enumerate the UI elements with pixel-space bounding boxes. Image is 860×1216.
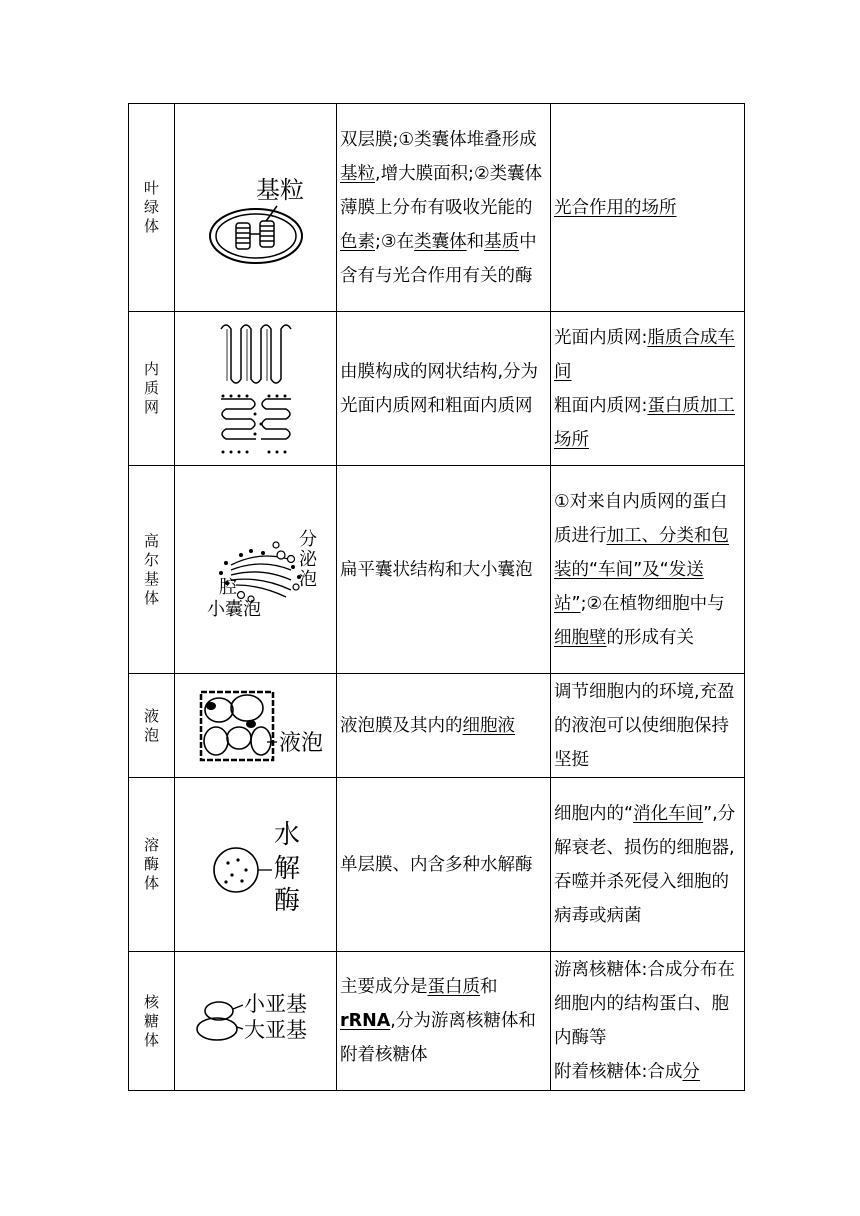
- lysosome-figure: [175, 778, 337, 952]
- golgi-figure: [175, 466, 337, 674]
- name-char: 体: [143, 874, 159, 892]
- text-underlined: 光合作用的场所: [554, 197, 677, 218]
- er-diagram: [211, 319, 301, 459]
- structure-cell: [337, 466, 551, 674]
- text-underlined: 分: [682, 1062, 700, 1082]
- structure-cell: [337, 312, 551, 466]
- table-row: [129, 952, 745, 1091]
- name-char: 体: [143, 217, 159, 235]
- text: 扁平囊状结构和大小囊泡: [340, 559, 533, 580]
- golgi-diagram: [181, 515, 331, 625]
- name-char: 绿: [143, 198, 159, 216]
- name-char: 叶: [143, 179, 159, 197]
- figure-label: 解: [273, 853, 300, 884]
- text-underlined: 脂质合成车间: [554, 327, 735, 382]
- name-char: 尔: [143, 550, 159, 569]
- function-cell: [551, 312, 745, 466]
- figure-label: 小囊泡: [206, 598, 261, 620]
- figure-label-large-subunit: 大亚基: [243, 1018, 307, 1042]
- structure-cell: [337, 778, 551, 952]
- name-char: 体: [143, 1030, 159, 1049]
- figure-label: 酶: [273, 885, 300, 915]
- organelle-name-chloroplast: [129, 104, 175, 312]
- organelle-name-lysosome: [129, 778, 175, 952]
- text-underlined: 基质: [484, 231, 520, 252]
- structure-cell: [337, 104, 551, 312]
- text: 光面内质网:: [554, 327, 648, 348]
- table-row: [129, 466, 745, 674]
- organelle-name-vacuole: [129, 674, 175, 778]
- text: ①对来自内质网的蛋白质进行: [554, 491, 728, 546]
- figure-label: 分: [298, 528, 317, 550]
- text: 和: [466, 231, 485, 252]
- text: 附着核糖体:合成: [554, 1062, 683, 1082]
- structure-cell: [337, 674, 551, 778]
- text: ;③在: [375, 231, 415, 252]
- organelle-name-golgi: [129, 466, 175, 674]
- name-char: 高: [143, 531, 159, 550]
- organelle-name-ribosome: [129, 952, 175, 1091]
- name-char: 基: [143, 569, 159, 588]
- text-underlined: 消化车间: [633, 803, 704, 824]
- figure-label: 泡: [298, 568, 317, 590]
- figure-label: 泌: [298, 548, 317, 570]
- text: ,增大膜面积;②类囊体薄膜上分布有吸收光能的: [340, 163, 543, 218]
- ribosome-figure: [175, 952, 337, 1091]
- organelle-table: [128, 103, 745, 1091]
- vacuole-diagram: [181, 686, 331, 766]
- text: 中含有与光合作用有关的酶: [340, 231, 537, 286]
- text: 调节细胞内的环境,充盈的液泡可以使细胞保持坚挺: [554, 681, 735, 770]
- text: ”,分解衰老、损伤的细胞器,吞噬并杀死侵入细胞的病毒或病菌: [554, 803, 736, 926]
- text-underlined: 基粒: [340, 163, 375, 184]
- figure-label: 水: [273, 819, 300, 850]
- organelle-name-er: [129, 312, 175, 466]
- text: 游离核糖体:合成分布在细胞内的结构蛋白、胞内酶等: [554, 960, 735, 1048]
- text: ,分为游离核糖体和附着核糖体: [340, 1011, 536, 1065]
- function-cell: [551, 674, 745, 778]
- name-char: 糖: [143, 1011, 159, 1030]
- text: 细胞内的“: [554, 803, 634, 824]
- function-cell: [551, 952, 745, 1091]
- table-row: [129, 674, 745, 778]
- name-char: 核: [143, 992, 159, 1011]
- chloroplast-figure: [175, 104, 337, 312]
- text: ;②在植物细胞中与: [580, 593, 725, 614]
- name-char: 溶: [143, 836, 159, 854]
- text-underlined: 蛋白质: [427, 977, 480, 997]
- name-char: 酶: [143, 855, 159, 873]
- text-underlined: 加工、分类和包装的“车间”及“发送站”: [554, 525, 729, 614]
- figure-label-vacuole: 液泡: [278, 730, 323, 756]
- figure-label-granum: 基粒: [255, 175, 304, 204]
- function-cell: [551, 466, 745, 674]
- text: 和: [480, 977, 498, 997]
- text: 双层膜;①类囊体堆叠形成: [340, 129, 537, 150]
- text: 粗面内质网:: [554, 395, 648, 416]
- text-underlined: 细胞壁: [554, 627, 607, 648]
- text: 单层膜、内含多种水解酶: [340, 854, 533, 875]
- figure-label: 腔: [218, 576, 237, 598]
- ribosome-diagram: [191, 981, 321, 1061]
- text-underlined: rRNA: [340, 1011, 391, 1031]
- text: 由膜构成的网状结构,分为光面内质网和粗面内质网: [340, 361, 539, 416]
- name-char: 体: [143, 588, 159, 607]
- table-row: [129, 778, 745, 952]
- name-char: 内: [143, 360, 159, 378]
- er-figure: [175, 312, 337, 466]
- text-underlined: 细胞液: [462, 715, 515, 736]
- text-underlined: 蛋白质加工场所: [554, 395, 735, 450]
- text: 的形成有关: [606, 627, 694, 648]
- text-underlined: 色素: [340, 231, 375, 252]
- structure-cell: [337, 952, 551, 1091]
- figure-label-small-subunit: 小亚基: [243, 992, 307, 1016]
- vacuole-figure: [175, 674, 337, 778]
- table-row: [129, 312, 745, 466]
- chloroplast-diagram: [181, 148, 331, 268]
- function-cell: [551, 104, 745, 312]
- name-char: 液: [143, 706, 159, 725]
- text: 主要成分是: [340, 977, 428, 997]
- table-row: [129, 104, 745, 312]
- name-char: 质: [143, 379, 159, 397]
- function-cell: [551, 778, 745, 952]
- name-char: 网: [143, 398, 159, 416]
- name-char: 泡: [143, 725, 159, 744]
- text: 液泡膜及其内的: [340, 715, 463, 736]
- text-underlined: 类囊体: [414, 231, 467, 252]
- lysosome-diagram: [196, 815, 316, 915]
